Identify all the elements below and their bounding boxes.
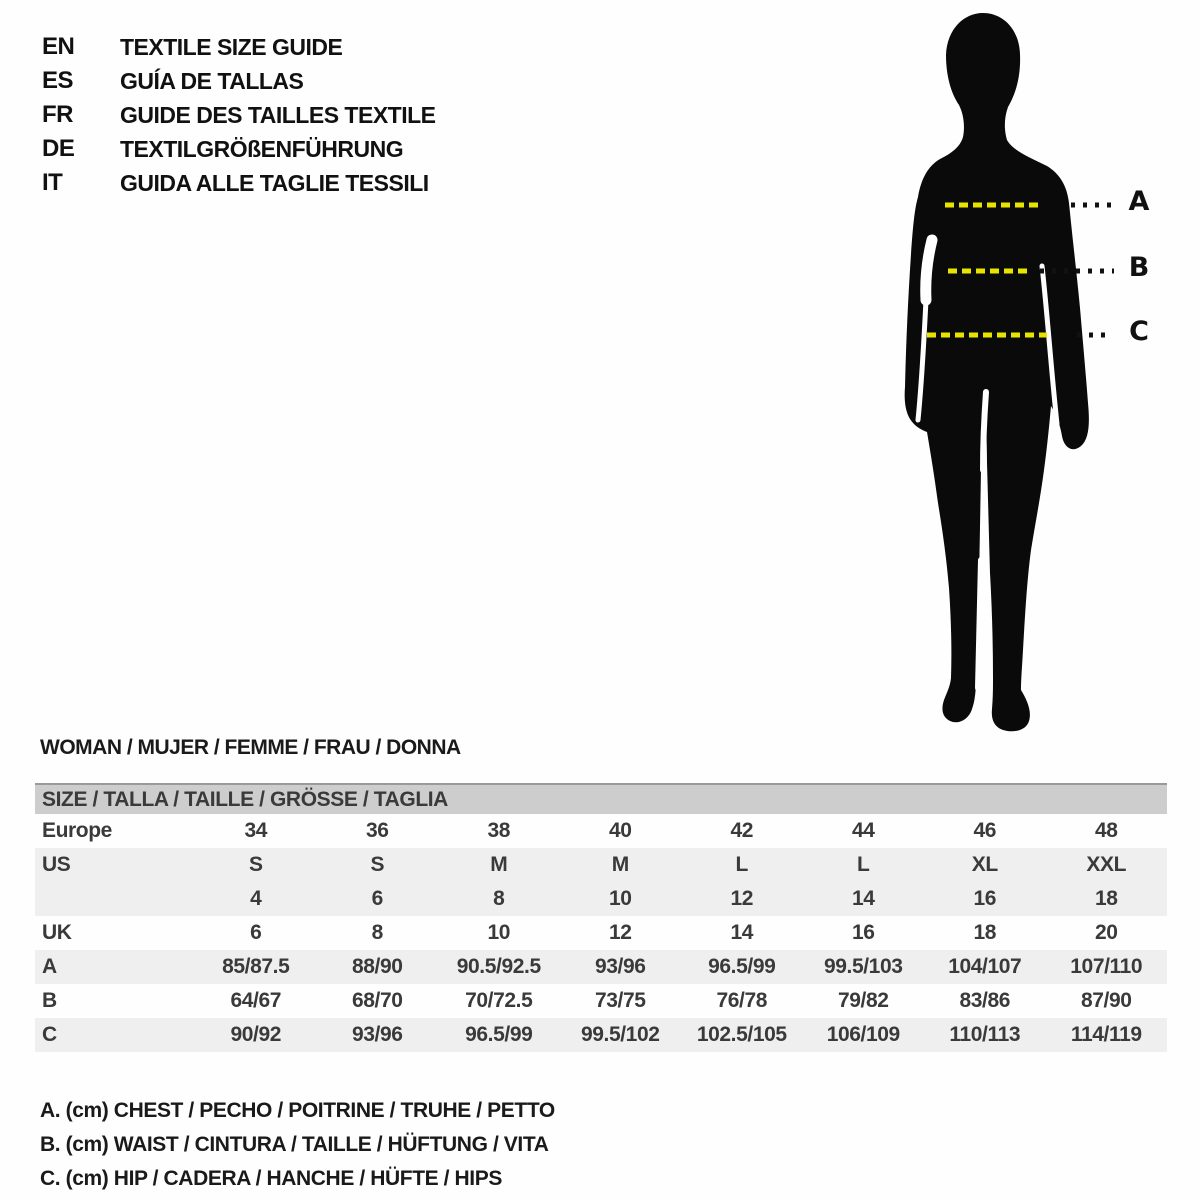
size-cell: 93/96 (317, 1018, 439, 1052)
size-cell: 34 (244, 819, 268, 842)
size-cell: 8 (371, 921, 383, 944)
size-cell: 42 (730, 819, 754, 842)
lang-label: TEXTILGRÖßENFÜHRUNG (120, 135, 404, 162)
table-row-hip (35, 1018, 1167, 1052)
table-row-uk (35, 916, 1167, 950)
size-cell: 106/109 (803, 1018, 925, 1052)
size-cell: 8 (438, 882, 560, 916)
table-row-europe (35, 814, 1167, 848)
lang-row-de (42, 132, 436, 166)
measure-label-c: C (1129, 316, 1149, 347)
lang-code: DE (42, 135, 75, 162)
table-row-chest (35, 950, 1167, 984)
legend-waist: B. (cm) WAIST / CINTURA / TAILLE / HÜFTUNG / VITA (40, 1133, 549, 1156)
lang-code: EN (42, 33, 75, 60)
size-cell: 40 (608, 819, 632, 842)
lang-label: GUIDE DES TAILLES TEXTILE (120, 101, 436, 128)
size-cell: 90.5/92.5 (438, 950, 560, 984)
size-cell: 107/110 (1046, 950, 1168, 984)
lang-code: IT (42, 169, 63, 196)
size-cell: L (803, 848, 925, 882)
lang-code: ES (42, 67, 74, 94)
size-cell: 12 (608, 921, 632, 944)
size-cell: 96.5/99 (438, 1018, 560, 1052)
silhouette-path (905, 13, 1089, 731)
size-cell: 48 (1094, 819, 1118, 842)
size-cell: 36 (365, 819, 389, 842)
size-cell: 90/92 (195, 1018, 317, 1052)
lang-label: GUIDA ALLE TAGLIE TESSILI (120, 169, 429, 196)
row-label: UK (42, 921, 72, 944)
size-cell: S (195, 848, 317, 882)
size-cell: 96.5/99 (681, 950, 803, 984)
lang-code: FR (42, 101, 73, 128)
size-cell: 14 (730, 921, 754, 944)
row-label (35, 882, 195, 916)
size-cell: 85/87.5 (195, 950, 317, 984)
size-cell: 102.5/105 (681, 1018, 803, 1052)
row-label: B (42, 989, 57, 1012)
size-cell: 64/67 (230, 989, 282, 1012)
woman-silhouette-icon (880, 0, 1200, 745)
table-header-row (35, 784, 1167, 814)
size-cell: 16 (851, 921, 875, 944)
size-cell: M (560, 848, 682, 882)
size-cell: 79/82 (837, 989, 889, 1012)
size-cell: 6 (317, 882, 439, 916)
size-cell: 73/75 (594, 989, 646, 1012)
size-table (35, 783, 1167, 1052)
legend-hip: C. (cm) HIP / CADERA / HANCHE / HÜFTE / HIPS (40, 1167, 502, 1190)
row-label: US (35, 848, 195, 882)
size-cell: 20 (1094, 921, 1118, 944)
table-row-us (35, 848, 1167, 882)
size-cell: 87/90 (1080, 989, 1132, 1012)
size-cell: 10 (487, 921, 511, 944)
size-cell: 18 (1046, 882, 1168, 916)
size-cell: 44 (851, 819, 875, 842)
lang-row-it (42, 166, 436, 200)
size-cell: M (438, 848, 560, 882)
size-cell: 83/86 (959, 989, 1011, 1012)
measure-label-b: B (1128, 252, 1150, 283)
size-cell: 70/72.5 (465, 989, 533, 1012)
size-cell: 14 (803, 882, 925, 916)
size-cell: XL (924, 848, 1046, 882)
size-cell: 68/70 (351, 989, 403, 1012)
size-cell: 99.5/103 (803, 950, 925, 984)
size-cell: 18 (973, 921, 997, 944)
size-cell: 16 (924, 882, 1046, 916)
size-cell: 6 (250, 921, 262, 944)
measure-label-a: A (1128, 186, 1150, 217)
legend-chest: A. (cm) CHEST / PECHO / POITRINE / TRUHE / PETTO (40, 1099, 555, 1122)
size-cell: 12 (681, 882, 803, 916)
size-cell: 76/78 (716, 989, 768, 1012)
size-cell: 10 (560, 882, 682, 916)
size-table-header: SIZE / TALLA / TAILLE / GRÖSSE / TAGLIA (35, 784, 1167, 814)
size-cell: S (317, 848, 439, 882)
table-row-us-numeric (35, 882, 1167, 916)
size-cell: 38 (487, 819, 511, 842)
measure-legend (40, 1094, 555, 1196)
lang-label: TEXTILE SIZE GUIDE (120, 33, 343, 60)
size-cell: 93/96 (560, 950, 682, 984)
size-cell: 46 (973, 819, 997, 842)
size-cell: 4 (195, 882, 317, 916)
section-title: WOMAN / MUJER / FEMME / FRAU / DONNA (40, 736, 461, 759)
measurement-figure (880, 0, 1200, 745)
size-cell: 99.5/102 (560, 1018, 682, 1052)
size-cell: 114/119 (1046, 1018, 1168, 1052)
language-list (42, 30, 436, 200)
row-label: A (35, 950, 195, 984)
lang-row-en (42, 30, 436, 64)
size-cell: 110/113 (924, 1018, 1046, 1052)
size-cell: XXL (1046, 848, 1168, 882)
row-label: Europe (42, 819, 112, 842)
lang-row-es (42, 64, 436, 98)
size-cell: L (681, 848, 803, 882)
size-cell: 104/107 (924, 950, 1046, 984)
lang-label: GUÍA DE TALLAS (120, 67, 304, 94)
lang-row-fr (42, 98, 436, 132)
row-label: C (35, 1018, 195, 1052)
size-cell: 88/90 (317, 950, 439, 984)
table-row-waist (35, 984, 1167, 1018)
